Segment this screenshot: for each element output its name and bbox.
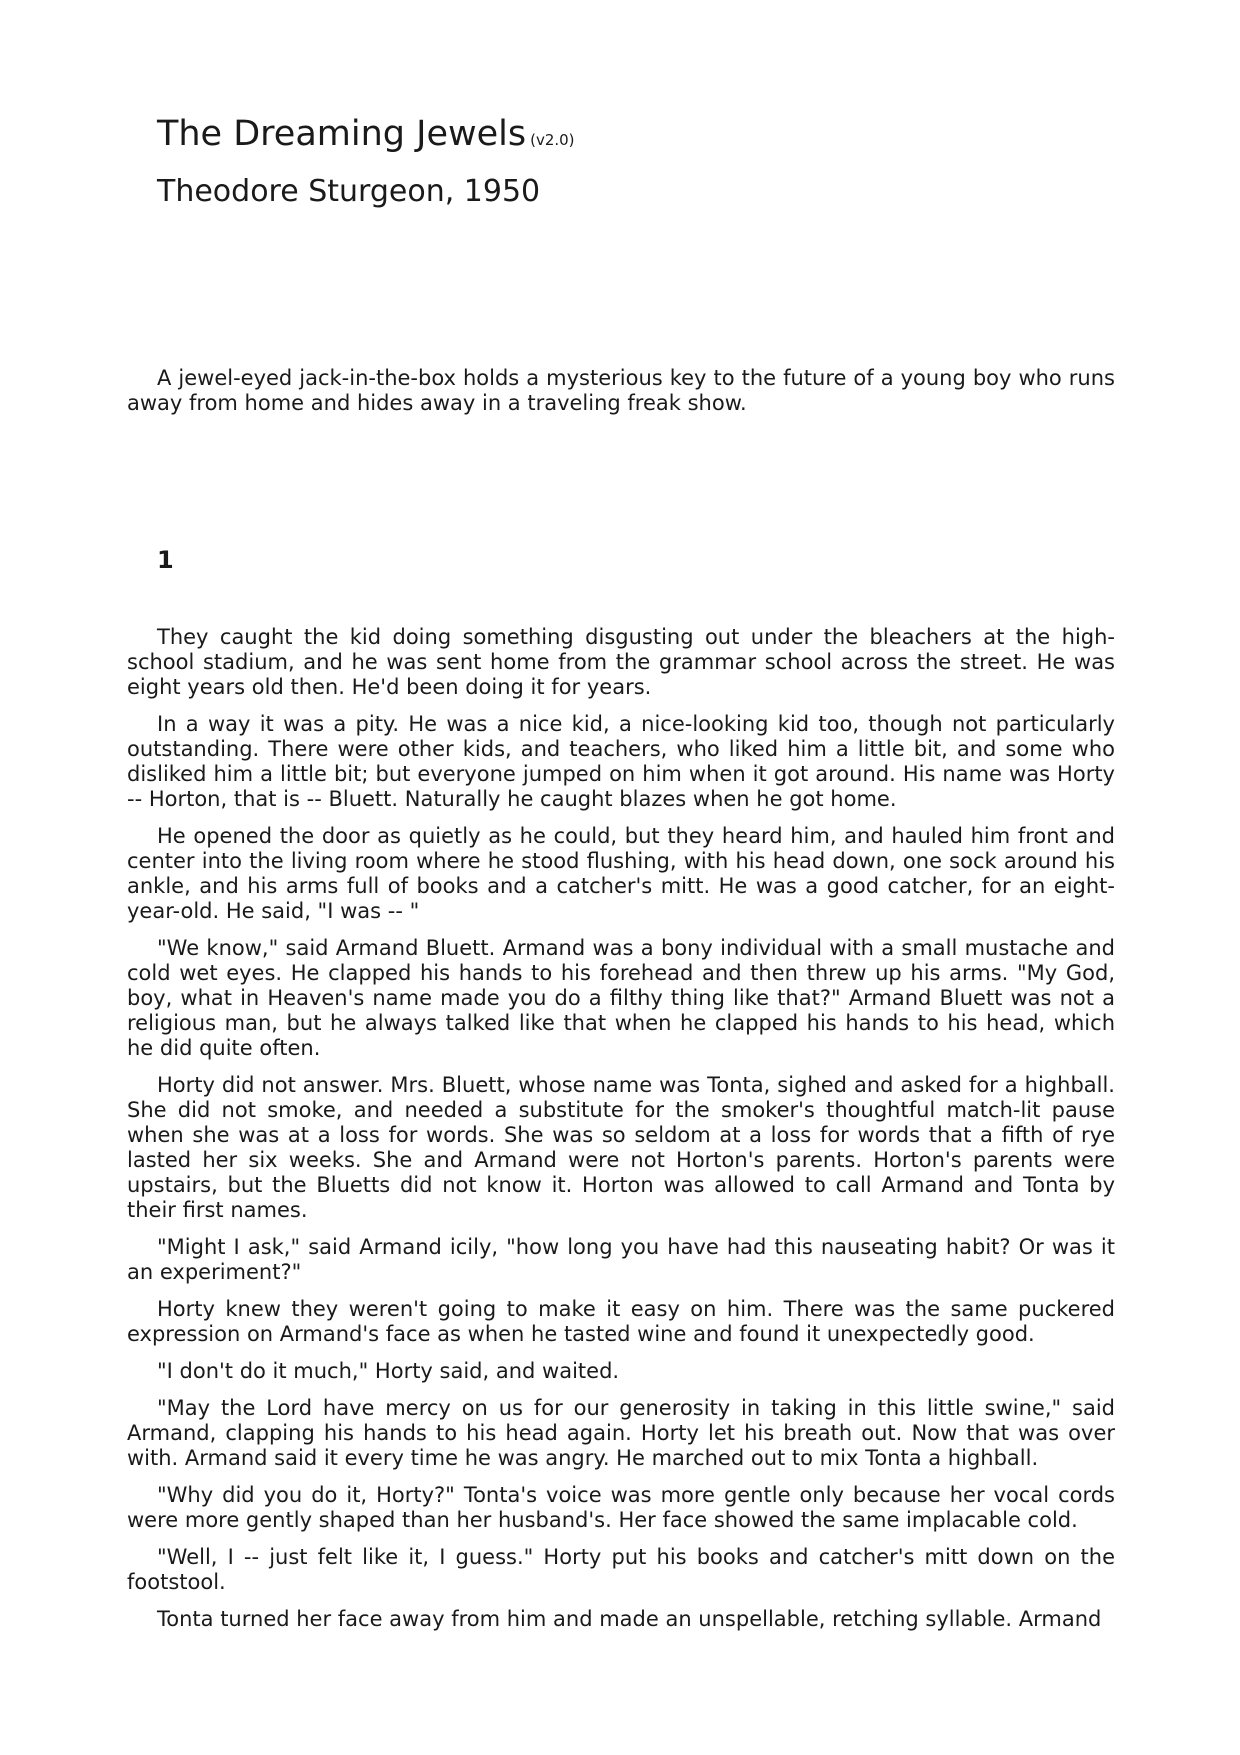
- paragraph: "We know," said Armand Bluett. Armand was a bony individual with a small mustache and cold wet eyes. He clapped his hands to his forehead and then threw up his arms. "My God, boy, what in Heaven's name made you do a filthy thing like that?" Armand Bluett was not a religious man, but he always talked like that when he clapped his hands to his head, which he did quite often.: [127, 936, 1115, 1060]
- paragraph: "Why did you do it, Horty?" Tonta's voice was more gentle only because her vocal cords were more gently shaped than her husband's. Her face showed the same implacable cold.: [127, 1483, 1115, 1532]
- author-line: Theodore Sturgeon, 1950: [157, 174, 541, 209]
- book-title: [157, 112, 575, 162]
- blurb-text: A jewel-eyed jack-in-the-box holds a mysterious key to the future of a young boy who runs away from home and hides away in a traveling freak show.: [127, 366, 1115, 415]
- blurb: [127, 366, 1115, 428]
- paragraph: "Might I ask," said Armand icily, "how long you have had this nauseating habit? Or was it an experiment?": [127, 1235, 1115, 1284]
- paragraph: "I don't do it much," Horty said, and waited.: [157, 1359, 620, 1383]
- paragraph: "Well, I -- just felt like it, I guess." Horty put his books and catcher's mitt down on the footstool.: [127, 1545, 1115, 1594]
- paragraph: Tonta turned her face away from him and made an unspellable, retching syllable. Armand: [157, 1607, 1102, 1631]
- book-title-text: The Dreaming Jewels: [157, 114, 527, 154]
- chapter-heading: 1: [157, 546, 174, 574]
- paragraph: In a way it was a pity. He was a nice kid, a nice-looking kid too, though not particularly outstanding. There were other kids, and teachers, who liked him a little bit, and some who disliked him a little bit; but everyone jumped on him when it got around. His name was Horty -- Horton, that is -- Bluett. Naturally he caught blazes when he got home.: [127, 712, 1115, 811]
- paragraph: Horty knew they weren't going to make it easy on him. There was the same puckered expression on Armand's face as when he tasted wine and found it unexpectedly good.: [127, 1297, 1115, 1346]
- title-block: [157, 112, 575, 212]
- paragraph: "May the Lord have mercy on us for our generosity in taking in this little swine," said Armand, clapping his hands to his head again. Horty let his breath out. Now that was over with. Armand said it every time he was angry. He marched out to mix Tonta a highball.: [127, 1396, 1115, 1470]
- paragraph: They caught the kid doing something disgusting out under the bleachers at the high-school stadium, and he was sent home from the grammar school across the street. He was eight years old then. He'd been doing it for years.: [127, 625, 1115, 699]
- paragraph: Horty did not answer. Mrs. Bluett, whose name was Tonta, sighed and asked for a highball. She did not smoke, and needed a substitute for the smoker's thoughtful match-lit pause when she was at a loss for words. She was so seldom at a loss for words that a fifth of rye lasted her six weeks. She and Armand were not Horton's parents. Horton's parents were upstairs, but the Bluetts did not know it. Horton was allowed to call Armand and Tonta by their first names.: [127, 1073, 1115, 1222]
- paragraph: He opened the door as quietly as he could, but they heard him, and hauled him front and center into the living room where he stood flushing, with his head down, one sock around his ankle, and his arms full of books and a catcher's mitt. He was a good catcher, for an eight-year-old. He said, "I was -- ": [127, 824, 1115, 923]
- chapter-body: [127, 625, 1115, 1644]
- book-version: (v2.0): [530, 131, 575, 149]
